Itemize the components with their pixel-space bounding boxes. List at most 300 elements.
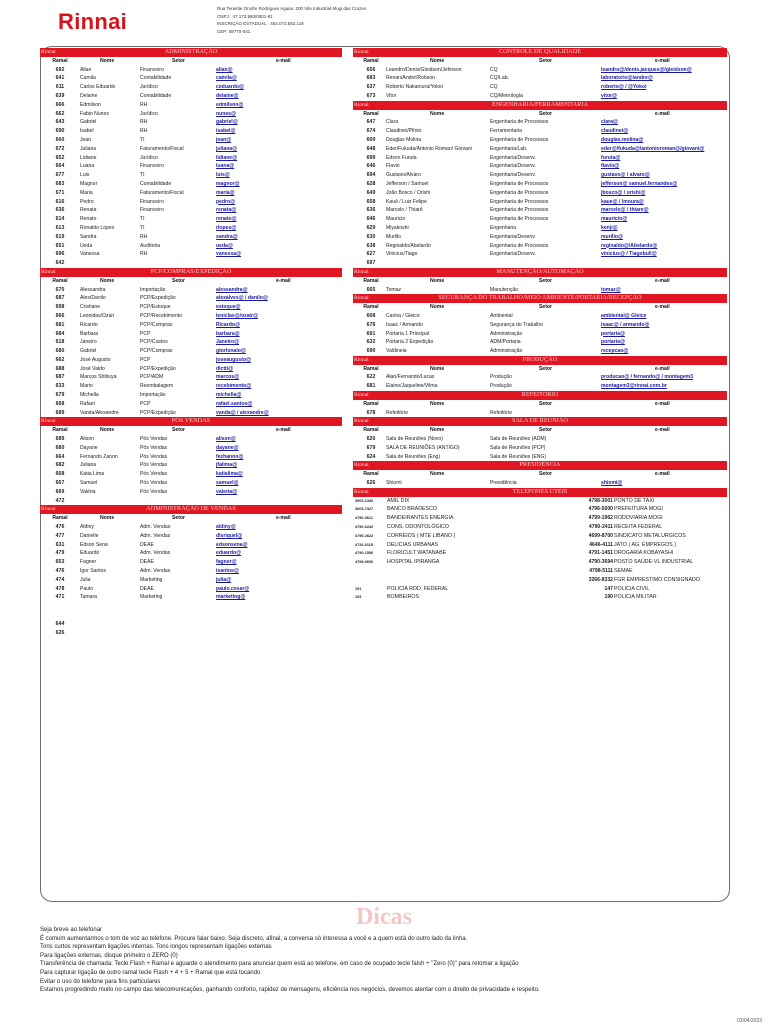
table-row <box>40 321 342 330</box>
setor-cell: PCP/Custos <box>140 339 168 346</box>
col-ramal-header: Ramal <box>363 304 379 311</box>
email-link[interactable]: marcos@ <box>216 374 240 381</box>
tip-line: É comum aumentarmos o tom de voz ao telefone. Procure falar baixo. Seja discreto, afinal, a conversa só interessa a você e a quem está do outro lado da linha. <box>40 935 468 942</box>
nome-cell: Murillo <box>386 233 402 240</box>
email-link[interactable]: recepcao@ <box>601 348 629 355</box>
email-link[interactable]: luana@ <box>216 163 235 170</box>
ramal-cell: 672 <box>55 145 65 152</box>
nome-cell: Isabel <box>80 128 94 135</box>
section-administra-o-de-vendas <box>40 505 342 637</box>
phone-label: POLICIA MILITAR <box>614 594 657 601</box>
ramal-cell: 690 <box>55 128 65 135</box>
section-header <box>353 356 727 365</box>
nome-cell: Lidiane <box>80 154 97 161</box>
table-row <box>40 567 342 576</box>
setor-cell: Engenharia/Desenv. <box>490 251 536 258</box>
nome-cell: Ricardo <box>80 321 98 328</box>
email-link[interactable]: clara@ <box>601 119 618 126</box>
nome-cell: Magnor <box>80 180 98 187</box>
email-link[interactable]: allan@ <box>216 66 233 73</box>
section-presid-ncia <box>353 461 727 487</box>
col-nome-header: Nome <box>430 277 445 284</box>
nome-cell: Sala de Reuniões (Novo) <box>386 436 443 443</box>
nome-cell: Sandra <box>80 233 97 240</box>
email-link[interactable]: mauricio@ <box>601 216 628 223</box>
email-link[interactable]: gustavo@ / alvaro@ <box>601 172 650 179</box>
setor-cell: PCP/Expedição <box>140 365 176 372</box>
table-row <box>40 576 342 585</box>
email-link[interactable]: lidiane@ <box>216 154 238 161</box>
section-title: ADMINISTRAÇÃO <box>164 48 218 55</box>
ramal-cell: 681 <box>55 321 65 328</box>
section-telefones-uteis <box>353 488 727 602</box>
email-link[interactable]: gtorlonalo@ <box>216 348 246 355</box>
section-administra-o <box>40 48 342 268</box>
footer-date: 03/04/2023 <box>736 1018 762 1024</box>
email-link[interactable]: dayane@ <box>216 444 239 451</box>
setor-cell: Pós Vendas <box>140 471 168 478</box>
email-link[interactable]: shiomi@ <box>601 480 623 487</box>
ramal-cell: 688 <box>55 365 65 372</box>
nome-cell: Reginaldo/Abelardo <box>386 242 431 249</box>
table-row <box>353 347 727 356</box>
email-link[interactable]: eduardo@ <box>216 550 242 557</box>
tip-line: Evitar o uso do telefone para fins particulares <box>40 978 161 985</box>
email-link[interactable]: murillo@ <box>601 233 623 240</box>
email-link[interactable]: renato@ <box>216 216 237 223</box>
ramal-cell: 668 <box>55 400 65 407</box>
nome-cell: Elaine/Jaqueline/Vilma <box>386 383 438 390</box>
nome-cell: José Valdo <box>80 365 105 372</box>
email-link[interactable]: marcelo@ / thiare@ <box>601 207 649 214</box>
email-link[interactable]: kaue@ / lmoura@ <box>601 198 644 205</box>
email-link[interactable]: juliana@ <box>216 145 238 152</box>
email-link[interactable]: portaria@ <box>601 330 625 337</box>
col-email-header: e-mail <box>276 57 291 64</box>
col-setor-header: Setor <box>539 304 553 311</box>
setor-cell: Adm. Vendas <box>140 532 171 539</box>
table-row <box>40 74 342 83</box>
setor-cell: ADM/Portaria <box>490 339 521 346</box>
ramal-cell: 632 <box>366 339 376 346</box>
section-brand: Rinnai <box>41 268 56 275</box>
email-link[interactable]: kenji@ <box>601 224 618 231</box>
section-header <box>353 294 727 303</box>
setor-cell: Adm. Vendas <box>140 550 171 557</box>
email-link[interactable]: nunes@ <box>216 110 236 117</box>
col-email-header: e-mail <box>655 365 670 372</box>
col-email-header: e-mail <box>655 304 670 311</box>
nome-cell: Mauricio <box>386 216 406 223</box>
col-setor-header: Setor <box>539 277 553 284</box>
phone-label: RODOVIARIA MOGI <box>614 515 663 522</box>
email-link[interactable]: ueda@ <box>216 242 233 249</box>
ramal-cell: 479 <box>55 550 65 557</box>
ramal-cell: 644 <box>55 620 65 627</box>
email-link[interactable]: vanessa@ <box>216 251 242 258</box>
col-setor-header: Setor <box>539 110 553 117</box>
section-title: MANUTENÇÃO/AUTOMAÇÃO <box>496 267 584 275</box>
ramal-cell: 677 <box>55 172 65 179</box>
table-row <box>40 286 342 295</box>
email-link[interactable]: gabriel@ <box>216 119 238 126</box>
col-setor-header: Setor <box>539 57 553 64</box>
phone-label: BOMBEIROS <box>387 594 420 601</box>
table-row <box>40 250 342 259</box>
table-row <box>353 118 727 127</box>
email-link[interactable]: vinicius@ / Tiagobull@ <box>601 251 657 258</box>
table-row <box>353 74 727 83</box>
email-link[interactable]: flavio@ <box>601 163 620 170</box>
table-row <box>40 593 342 602</box>
nome-cell: Valéria <box>80 488 96 495</box>
setor-cell: DEAE <box>140 541 154 548</box>
table-row <box>353 330 727 339</box>
email-link[interactable]: vitor@ <box>601 92 618 99</box>
ramal-cell: 696 <box>55 251 65 258</box>
ramal-cell: 692 <box>55 66 65 73</box>
email-link[interactable]: valeria@ <box>216 488 238 495</box>
setor-cell: Jurídico <box>140 110 158 117</box>
col-nome-header: Nome <box>100 277 115 284</box>
section-title: PRESIDÊNCIA <box>519 461 561 469</box>
email-link[interactable]: alison@ <box>216 436 236 443</box>
setor-cell: CQ/Lab. <box>490 75 509 82</box>
email-link[interactable]: claudinei@ <box>601 128 629 135</box>
section-manuten-o-automa-o <box>353 268 727 294</box>
col-email-header: e-mail <box>655 471 670 478</box>
email-link[interactable]: portaria@ <box>601 339 625 346</box>
section-brand: Rinnai <box>41 506 56 513</box>
phone-number: 193 <box>355 595 362 600</box>
phone-label: DROGARIA KOBAYASHI <box>614 550 674 557</box>
email-link[interactable]: camila@ <box>216 75 237 82</box>
section-brand: Rinnai <box>41 49 56 55</box>
nome-cell: Marcelo / Thiarê <box>386 207 423 214</box>
nome-cell: Juliana <box>80 462 97 469</box>
email-link[interactable]: montagem3@rinnai.com.br <box>601 383 667 390</box>
table-row <box>353 189 727 198</box>
setor-cell: PCP/Estoque <box>140 304 171 311</box>
nome-cell: Pedro <box>80 198 94 205</box>
setor-cell: RH <box>140 119 148 126</box>
ramal-cell: 691 <box>366 330 376 337</box>
ramal-cell: 646 <box>366 216 376 223</box>
nome-cell: Leandro/Denis/Gleidson/Jeferson <box>386 66 462 73</box>
email-link[interactable]: samuel@ <box>216 480 239 487</box>
section-title: PRODUÇÃO <box>522 355 558 363</box>
ramal-cell: 648 <box>366 145 376 152</box>
table-row <box>353 180 727 189</box>
table-row <box>40 66 342 75</box>
setor-cell: PCP/ADM <box>140 374 164 381</box>
email-link[interactable]: alexalves@ / danilo@ <box>216 295 268 302</box>
table-row <box>353 162 727 171</box>
email-link[interactable]: barbara@ <box>216 330 240 337</box>
phone-row <box>353 514 727 523</box>
email-link[interactable]: tomaz@ <box>601 286 621 293</box>
ramal-cell: 616 <box>55 198 65 205</box>
table-row <box>40 303 342 312</box>
col-setor-header: Setor <box>539 427 553 434</box>
phone-row <box>353 558 727 567</box>
email-link[interactable]: magnor@ <box>216 180 240 187</box>
email-link[interactable]: isaac@ / armando@ <box>601 321 650 328</box>
email-link[interactable]: vanda@ / alexandre@ <box>216 409 269 416</box>
email-link[interactable]: sandra@ <box>216 233 238 240</box>
phone-number: 4790-2622 <box>355 533 374 538</box>
ramal-cell: 699 <box>366 154 376 161</box>
phone-label: PONTO DE TAXI <box>614 497 655 504</box>
nome-cell: Cristiane <box>80 304 101 311</box>
email-link[interactable]: paulo.cesar@ <box>216 585 250 592</box>
ramal-cell: 679 <box>55 392 65 399</box>
section-header <box>40 417 342 426</box>
email-link[interactable]: jbosco@ / orishi@ <box>601 189 646 196</box>
email-link[interactable]: rlopes@ <box>216 224 237 231</box>
setor-cell: RH <box>140 233 148 240</box>
section-brand: Rinnai <box>354 268 369 275</box>
setor-cell: Ambiental <box>490 312 513 319</box>
section-title: SEGURANÇA DO TRABALHO/MEIO AMBIENTE/PORTARIA/RECEPÇÃO <box>438 294 642 302</box>
table-row <box>40 479 342 488</box>
section-brand: Rinnai <box>354 101 369 108</box>
setor-cell: PCP/Compras <box>140 321 173 328</box>
table-row <box>40 233 342 242</box>
table-row <box>40 242 342 251</box>
setor-cell: Manutenção <box>490 286 519 293</box>
email-link[interactable]: alessandra@ <box>216 286 248 293</box>
setor-cell: PCP/Expedição <box>140 409 176 416</box>
section-produ-o <box>353 356 727 391</box>
col-setor-header: Setor <box>172 277 186 284</box>
setor-cell: Engenharia de Processos <box>490 136 549 143</box>
email-link[interactable]: leandro@/denis.jacques@/gleidson@ <box>601 66 692 73</box>
phone-label: AMIL DIX <box>387 497 410 504</box>
email-link[interactable]: douglas.molina@ <box>601 136 644 143</box>
phone-row <box>353 523 727 532</box>
setor-cell: PCP <box>140 356 151 363</box>
setor-cell: Marketing <box>140 576 163 583</box>
table-row <box>353 206 727 215</box>
phone-row <box>353 567 727 576</box>
phone-number: 4790-9242 <box>355 525 374 530</box>
ramal-cell: 683 <box>55 180 65 187</box>
setor-cell: Pós Vendas <box>140 436 168 443</box>
phone-number: 4791-1451 <box>588 550 613 557</box>
phone-label: PREFEITURA MOGI <box>614 506 663 513</box>
column-header-row <box>40 514 342 523</box>
phone-number: 4790-3611 <box>355 516 373 521</box>
section-brand: Rinnai <box>354 295 369 302</box>
table-row <box>40 549 342 558</box>
table-row <box>40 189 342 198</box>
table-row <box>353 242 727 251</box>
section-header <box>353 391 727 400</box>
nome-cell: Flavio <box>386 163 400 170</box>
table-row <box>353 136 727 145</box>
section-header <box>353 461 727 470</box>
table-row <box>40 162 342 171</box>
email-link[interactable]: reginaldo@/Abelardo@ <box>601 242 658 249</box>
email-link[interactable]: dlsriquel@ <box>216 532 243 539</box>
section-brand: Rinnai <box>354 392 369 399</box>
ramal-cell: 684 <box>55 330 65 337</box>
ramal-cell: 670 <box>55 286 65 293</box>
ramal-cell: 666 <box>55 312 65 319</box>
table-row <box>353 215 727 224</box>
phone-number: 4790-1556 <box>355 551 374 556</box>
tip-line: Para ligações externas, disque primeiro o ZERO (0) <box>40 952 178 959</box>
email-link[interactable]: jefferson@ samuel.fernandes@ <box>601 180 678 187</box>
email-link[interactable]: ceduardo@ <box>216 84 244 91</box>
nome-cell: Barbara <box>80 330 99 337</box>
cep-line: CEP: 08770-041 <box>217 28 251 34</box>
phone-number: 4790-2411 <box>588 524 613 531</box>
nome-cell: Shiomi <box>386 480 402 487</box>
nome-cell: Alison <box>80 436 94 443</box>
email-link[interactable]: isantos@ <box>216 568 239 575</box>
setor-cell: TI <box>140 224 145 231</box>
section-header <box>353 417 727 426</box>
nome-cell: Douglas Molina <box>386 136 422 143</box>
email-link[interactable]: isabel@ <box>216 128 236 135</box>
email-link[interactable]: dlctti@ <box>216 365 234 372</box>
email-link[interactable]: Ricardo@ <box>216 321 240 328</box>
setor-cell: PCP/Recebimento <box>140 312 182 319</box>
setor-cell: Pós Vendas <box>140 453 168 460</box>
email-link[interactable]: delaine@ <box>216 92 239 99</box>
right-column <box>353 48 727 602</box>
email-link[interactable]: marketing@ <box>216 594 246 601</box>
col-ramal-header: Ramal <box>52 57 68 64</box>
tip-line: Transferência de chamada: Tecle Flash + Ramal e aguarde o atendimento para anunciar quem está ao telefone, em caso de ocupado tecle falsh + "Zero (0)" para retomar a ligação <box>40 961 519 968</box>
table-row <box>40 629 342 638</box>
col-nome-header: Nome <box>430 304 445 311</box>
phone-number: 4699-8700 <box>588 532 613 539</box>
nome-cell: Isaac / Armando <box>386 321 423 328</box>
table-row <box>353 171 727 180</box>
email-link[interactable]: edmilson@ <box>216 101 244 108</box>
email-link[interactable]: jean@ <box>216 136 232 143</box>
email-link[interactable]: katialima@ <box>216 471 243 478</box>
setor-cell: Engenharia de Processos <box>490 216 549 223</box>
setor-cell: RH <box>140 128 148 135</box>
phone-number: 3003-7327 <box>355 507 374 512</box>
phone-number: 3003-1330 <box>355 498 374 503</box>
setor-cell: Engenharia de Processos <box>490 242 549 249</box>
nome-cell: Allan <box>80 66 92 73</box>
email-link[interactable]: ambiental@ Gleice <box>601 312 647 319</box>
table-row <box>353 321 727 330</box>
email-link[interactable]: recebimento@ <box>216 383 252 390</box>
phone-number: 4799-0600 <box>355 560 374 565</box>
email-link[interactable]: rafael.santos@ <box>216 400 253 407</box>
phone-row <box>353 505 727 514</box>
ramal-cell: 624 <box>366 453 376 460</box>
setor-cell: Pós Vendas <box>140 480 168 487</box>
section-header <box>40 505 342 514</box>
section-header <box>40 268 342 277</box>
section-title: ENGENHARIA/FERRAMENTARIA <box>491 100 589 108</box>
email-link[interactable]: Janeiro@ <box>216 339 240 346</box>
section-brand: Rinnai <box>354 418 369 425</box>
email-link[interactable]: luis@ <box>216 172 230 179</box>
setor-cell: CQ <box>490 84 498 91</box>
column-header-row <box>353 365 727 374</box>
email-link[interactable]: leniclas@/ozair@ <box>216 312 258 319</box>
inscricao-line: INSCRIÇÃO ESTADUAL : 454.072.582.116 <box>217 21 304 27</box>
phone-label: CORREIOS ( MTE LIBANO ) <box>387 532 456 539</box>
ramal-cell: 652 <box>55 154 65 161</box>
nome-cell: Gabriel <box>80 119 97 126</box>
email-link[interactable]: eder@/fukuda@/antonioroman@/giovani@ <box>601 145 705 152</box>
setor-cell: Refeitório <box>490 409 512 416</box>
nome-cell: Renata <box>80 207 97 214</box>
email-link[interactable]: julia@ <box>216 576 232 583</box>
nome-cell: Gabriel <box>80 348 97 355</box>
table-row <box>40 330 342 339</box>
nome-cell: Luis <box>80 172 90 179</box>
email-link[interactable]: edsonsena@ <box>216 541 248 548</box>
section-title: REFEITÓRIO <box>521 391 559 399</box>
table-row <box>353 198 727 207</box>
ramal-cell: 472 <box>55 497 65 504</box>
section-engenharia-ferramentaria <box>353 101 727 268</box>
col-ramal-header: Ramal <box>363 400 379 407</box>
email-link[interactable]: furuta@ <box>601 154 621 161</box>
email-link[interactable]: michella@ <box>216 392 242 399</box>
email-link[interactable]: roberto@ / @Yokoi <box>601 84 647 91</box>
email-link[interactable]: aldiny@ <box>216 524 236 531</box>
phone-label: SINDICATO METALURGICOS <box>614 532 686 539</box>
setor-cell: Engenharia/Desenv. <box>490 172 536 179</box>
nome-cell: Samuel <box>80 480 98 487</box>
nome-cell: Edmilson <box>80 101 101 108</box>
ramal-cell: 474 <box>55 576 65 583</box>
phone-label: HOSPITAL IPIRANGA <box>387 559 440 566</box>
ramal-cell: 620 <box>366 436 376 443</box>
ramal-cell: 471 <box>55 594 65 601</box>
table-row <box>40 602 342 611</box>
ramal-cell: 683 <box>366 75 376 82</box>
email-link[interactable]: joseaugusto@ <box>216 356 251 363</box>
nome-cell: José Augusto <box>80 356 111 363</box>
email-link[interactable]: jfalima@ <box>216 462 238 469</box>
table-row <box>353 444 727 453</box>
col-nome-header: Nome <box>430 57 445 64</box>
table-row <box>40 488 342 497</box>
nome-cell: Refeitório <box>386 409 408 416</box>
col-email-header: e-mail <box>276 515 291 522</box>
phone-row <box>353 497 727 506</box>
email-link[interactable]: laboratorio@/andre@ <box>601 75 653 82</box>
nome-cell: Tomaz <box>386 286 402 293</box>
email-link[interactable]: pedro@ <box>216 198 236 205</box>
email-link[interactable]: fagner@ <box>216 559 237 566</box>
nome-cell: Dayane <box>80 444 98 451</box>
email-link[interactable]: maria@ <box>216 189 235 196</box>
ramal-cell: 690 <box>366 348 376 355</box>
nome-cell: SALA DE REUNIÕES (ANTIGO) <box>386 444 460 451</box>
email-link[interactable]: renata@ <box>216 207 237 214</box>
phone-number: 190 <box>604 594 613 601</box>
section-p-s-vendas <box>40 417 342 505</box>
email-link[interactable]: producao@ / fernando@ / montagem3 <box>601 374 694 381</box>
section-sala-de-reuni-o <box>353 417 727 461</box>
email-link[interactable]: fezhanon@ <box>216 453 244 460</box>
email-link[interactable]: estoque@ <box>216 304 241 311</box>
